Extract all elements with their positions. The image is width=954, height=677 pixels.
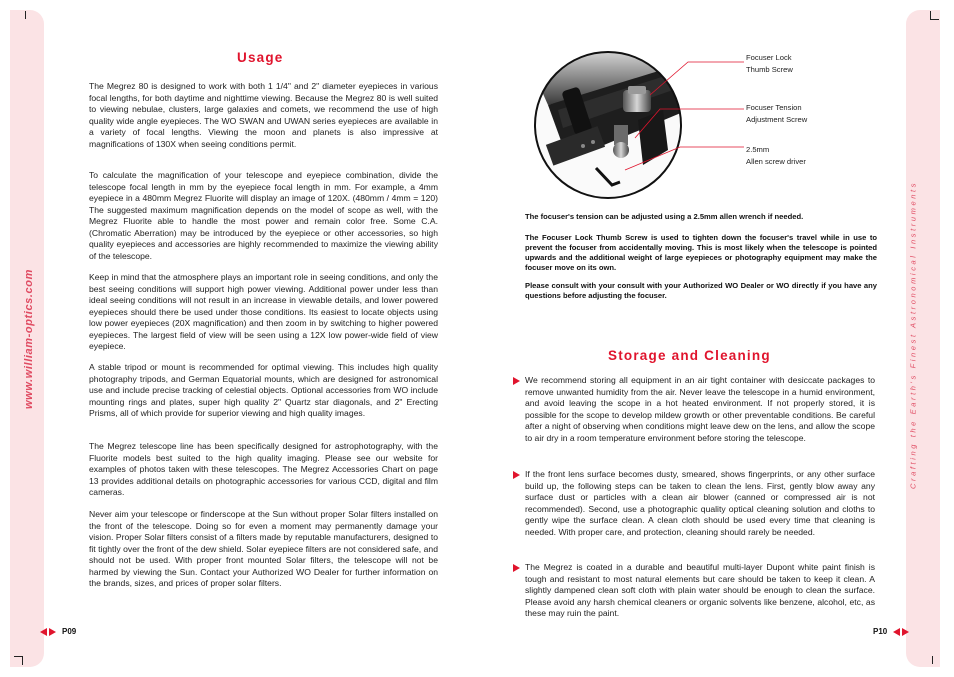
next-arrow-icon [49,628,56,636]
focuser-note: The focuser's tension can be adjusted using a 2.5mm allen wrench if needed. [525,212,804,221]
storage-paragraph: If the front lens surface becomes dusty, smeared, shows fingerprints, or any other surface build up, the following steps can be taken to clean the lens. First, gently blow away any surface dust or particles with a clean air blower (canned or compressed air is not recommended). Second, use a photographic quality optical cleaning solution and cloths to gently wipe the surface clean. A clean cloth should be used every time that cleaning is needed. With proper care, and protection, cleaning should rarely be needed. [525,469,875,537]
prev-arrow-icon [893,628,900,636]
usage-heading: Usage [237,50,284,65]
callout-lines [600,55,750,195]
tagline: Crafting the Earth's Finest Astronomical Instruments [908,180,918,490]
usage-paragraph: A stable tripod or mount is recommended for optimal viewing. This includes high quality photography tripods, and German Equatorial mounts, which are designed for astronomical use and include precise tracking of celestial objects. Optional accessories from WO include mounting rings and plates, super high quality 2" Quartz star diagonals, and 2" Erecting Prisms, all of which provide for superior viewing and high quality images. [89,362,438,418]
callout-focuser-tension: Focuser Tension Adjustment Screw [746,103,808,124]
crop-mark-bottom-right [932,656,941,664]
usage-paragraph: To calculate the magnification of your telescope and eyepiece combination, divide the telescope focal length in mm by the eyepiece focal length in mm. For example, a 4mm eyepiece in a 480mm Megrez Fluorite will display an image of 120X. (480mm / 4mm = 120) The suggested maximum magnification depends on the model of scope as well, with the Megrez Fluorite able to handle the most power and remain color free. Some C.A. (Chromatic Aberration) may be introduced by the eyepiece or other accessories, so high quality eyepieces and accessories are highly recommended to maximize the viewing ability of the telescope. [89,170,438,261]
bullet-arrow-icon [512,376,522,386]
focuser-note: Please consult with your consult with your Authorized WO Dealer or WO directly if you have any questions before adjusting the focuser. [525,281,877,300]
next-arrow-icon [902,628,909,636]
website-url: www.william-optics.com [23,269,35,409]
page-number-label: P10 [873,627,888,636]
usage-paragraph: Never aim your telescope or finderscope at the Sun without proper Solar filters installed on the front of the telescope. Doing so for even a moment may permanently damage your vision. Proper Solar filters consist of a filters made by reputable manufacturers, designed to fit tightly over the front of the dew shield. Solar eyepiece filters are not considered safe, and should not be used. With proper front mounted Solar filters, the telescope will not be harmed by viewing the Sun. Contact your Authorized WO Dealer for further information on the brands, sizes, and prices of proper solar filters. [89,509,438,588]
crop-mark-top-left [17,11,26,19]
storage-heading: Storage and Cleaning [608,348,771,363]
callout-focuser-lock: Focuser Lock Thumb Screw [746,53,793,74]
usage-paragraph: The Megrez 80 is designed to work with both 1 1/4" and 2" diameter eyepieces in various focal lengths, for both daytime and nighttime viewing. Because the Megrez 80 is well suited to viewing nebulae, clusters, large galaxies and comets, we recommend the use of high quality wide angle eyepieces. The WO SWAN and UWAN series eyepieces are available in a variety of focal lengths. Viewing the moon and planets is also impressive at magnifications of 130X when seeing conditions permit. [89,81,438,149]
bullet-arrow-icon [512,563,522,573]
crop-mark-top-right [930,11,939,20]
storage-paragraph: We recommend storing all equipment in an air tight container with desiccate packages to remove unwanted humidity from the air. Never leave the telescope in a humid environment, and avoid leaving the scope in a hot heated environment. If not properly stored, it is possible for the scope to develop mildew growth or other preventable conditions. Be careful after a night of observing when conditions might leave dew on the lens, and allow the scope to air dry in a room temperature environment before storing the telescope. [525,375,875,443]
bullet-arrow-icon [512,470,522,480]
usage-paragraph: The Megrez telescope line has been specifically designed for astrophotography, with the Fluorite models best suited to the high quality imaging. Please see our website for examples of photos taken with these telescopes. The Megrez Accessories Chart on page 13 provides additional details on photographic accessories for various CCD, digital and film cameras. [89,441,438,497]
prev-arrow-icon [40,628,47,636]
page-number-label: P09 [62,627,77,636]
focuser-note: The Focuser Lock Thumb Screw is used to tighten down the focuser's travel while in use to prevent the focuser from accidentally moving. This is most likely when the telescope is pointed upwards and the additional weight of large eyepieces or photography equipment may make the focuser move on its own. [525,233,877,272]
callout-allen-driver: 2.5mm Allen screw driver [746,145,806,166]
page-number-right [873,627,909,636]
usage-paragraph: Keep in mind that the atmosphere plays an important role in seeing conditions, and only the best seeing conditions will support high power viewing. Additional power under less than ideal seeing conditions will not result in an increase in viewable details, and lower powered eyepieces should there be used under those conditions. Its easiest to locate objects using low power eyepieces (20X magnification) and then zoom in by switching to higher powered eyepieces. The largest field of view will be seen using a 12X low power-wide field of view eyepiece. [89,272,438,351]
crop-mark-bottom-left [14,656,23,665]
page-number-left [40,627,76,636]
storage-paragraph: The Megrez is coated in a durable and beautiful multi-layer Dupont white paint finish is tough and resistant to most natural elements but care should be taken to keep it clean. A slightly dampened clean soft cloth with plain water should be enough to clean the surface. Please avoid any harsh chemical cleaners or organic solvents like benzene, alcohol, etc, as these may ruin the paint. [525,562,875,618]
